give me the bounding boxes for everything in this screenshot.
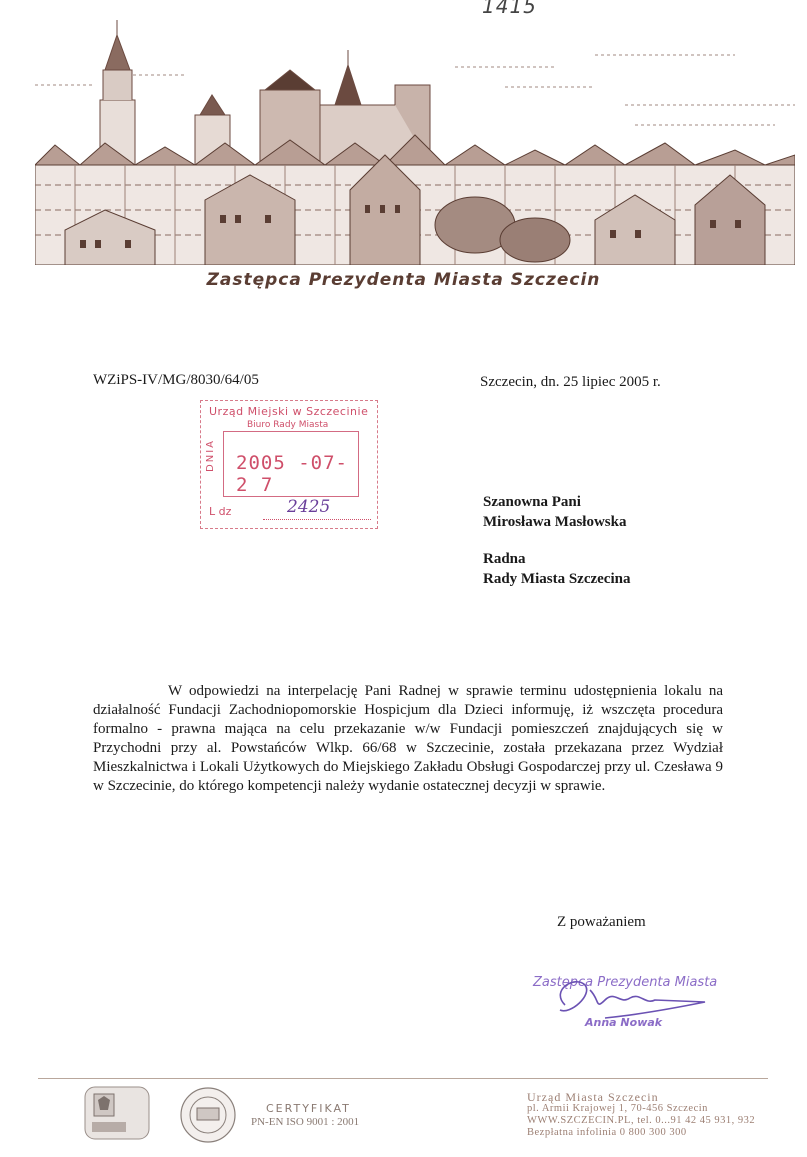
pcbc-certificate-logo bbox=[84, 1086, 150, 1140]
recipient-role: Radna bbox=[483, 551, 526, 567]
letter-body-paragraph: W odpowiedzi na interpelację Pani Radnej w sprawie terminu udostępnienia lokalu na działalność Fundacji Zachodniopomorskie Hospicjum dla Dzieci informuję, iż wszczęta procedura formalno - prawna mająca na celu przekazanie w/w Fundacji pomieszczeń znajdujących się w Przychodni przy al. Powstańców Wlkp. 66/68 w Szczecinie, została przekazana przez Wydział Mieszkalnictwa i Lokali Użytkowych do Miejskiego Zakładu Obsługi Gospodarczej przy ul. Czesława 9 w Szczecinie, do którego kompetencji należy wydanie ostatecznej decyzji w sprawie. bbox=[93, 683, 723, 794]
closing: Z poważaniem bbox=[557, 914, 646, 930]
city-skyline-illustration bbox=[35, 15, 795, 265]
stamp-ldz-number: 2425 bbox=[287, 497, 331, 517]
reference-number: WZiPS-IV/MG/8030/64/05 bbox=[93, 372, 259, 388]
iqnet-certificate-logo bbox=[177, 1086, 239, 1144]
recipient-name: Mirosława Masłowska bbox=[483, 514, 627, 530]
certificate-standard: PN-EN ISO 9001 : 2001 bbox=[251, 1116, 360, 1128]
footer-divider bbox=[38, 1078, 768, 1079]
certificate-title: CERTYFIKAT bbox=[266, 1102, 351, 1115]
handwritten-number: 1415 bbox=[482, 0, 537, 18]
recipient-salutation: Szanowna Pani bbox=[483, 494, 581, 510]
stamp-date: 2005 -07- 2 7 bbox=[236, 452, 348, 496]
signature-stamp-title: Zastępca Prezydenta Miasta bbox=[533, 975, 718, 990]
footer-address-line: Urząd Miasta Szczecin bbox=[527, 1090, 659, 1104]
header-title: Zastępca Prezydenta Miasta Szczecin bbox=[206, 270, 601, 290]
stamp-dotted-line bbox=[263, 519, 371, 520]
signature-stamp-name: Anna Nowak bbox=[585, 1016, 663, 1029]
stamp-bureau: Biuro Rady Miasta bbox=[247, 420, 329, 430]
date-line: Szczecin, dn. 25 lipiec 2005 r. bbox=[480, 374, 661, 390]
footer-address-line: Bezpłatna infolinia 0 800 300 300 bbox=[527, 1127, 687, 1138]
footer-address-line: WWW.SZCZECIN.PL, tel. 0...91 42 45 931, 932 bbox=[527, 1115, 756, 1126]
stamp-office: Urząd Miejski w Szczecinie bbox=[209, 405, 369, 418]
letter-body bbox=[93, 682, 723, 796]
received-stamp bbox=[200, 400, 378, 529]
footer-address-line: pl. Armii Krajowej 1, 70-456 Szczecin bbox=[527, 1103, 708, 1114]
stamp-dnia-label: DNIA bbox=[205, 439, 216, 472]
stamp-ldz-label: L dz bbox=[209, 505, 232, 518]
footer-address bbox=[527, 1091, 755, 1139]
recipient-council: Rady Miasta Szczecina bbox=[483, 571, 631, 587]
stamp-date-box bbox=[223, 431, 359, 497]
